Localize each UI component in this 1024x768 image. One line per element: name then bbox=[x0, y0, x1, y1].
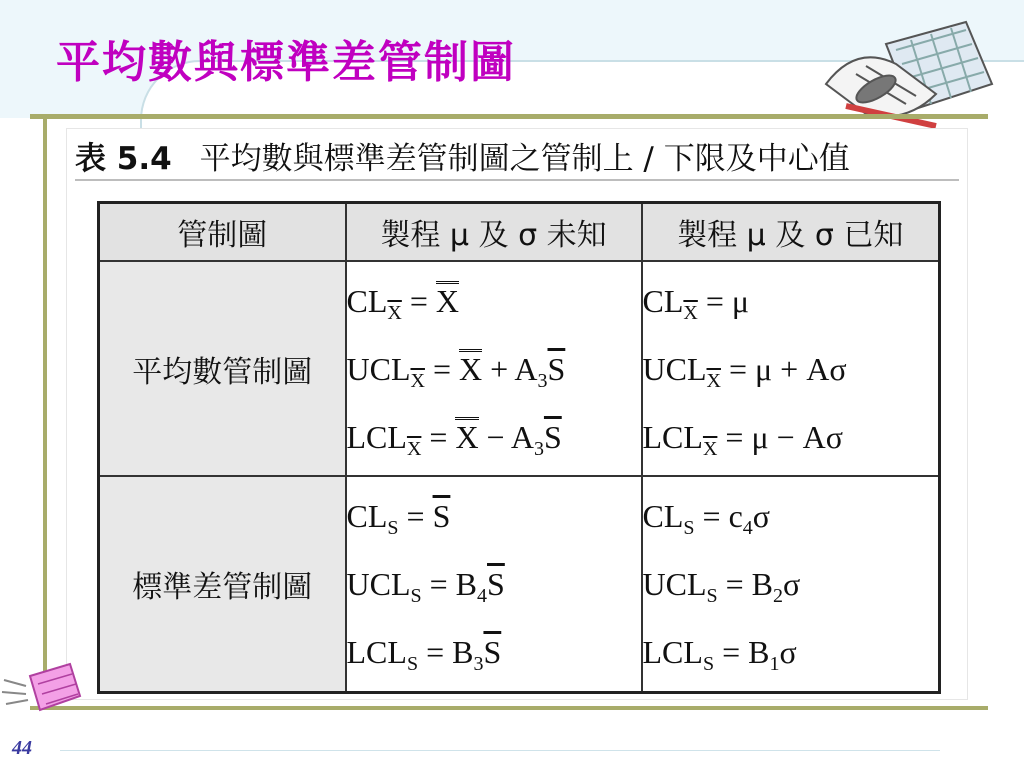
footer-rule bbox=[30, 706, 988, 710]
left-rule bbox=[43, 118, 47, 708]
table-row-sd bbox=[99, 476, 940, 692]
cell-mean-known bbox=[642, 261, 940, 476]
formula-lcl-s-known: $LCL_S = B_1\sigma$ bbox=[642, 634, 797, 676]
page-number: 44 bbox=[12, 737, 32, 759]
control-limit-table bbox=[97, 201, 941, 694]
cell-mean-unknown bbox=[346, 261, 642, 476]
row-label-mean: 平均數管制圖 bbox=[99, 261, 346, 476]
header-rule bbox=[30, 114, 988, 119]
formula-cl-xbar-unknown: $CL_{\overline{X}} = X$ bbox=[346, 282, 459, 324]
formula-cl-xbar-known: $CL_{\overline{X}} = \mu$ bbox=[642, 282, 750, 324]
formula-ucl-xbar-known: $UCL_{\overline{X}} = \mu + A\sigma$ bbox=[642, 350, 847, 392]
col-header-unknown: 製程 μ 及 σ 未知 bbox=[346, 203, 642, 262]
formula-ucl-s-known: $UCL_S = B_2\sigma$ bbox=[642, 566, 801, 608]
calendar-clipart-icon bbox=[816, 14, 1006, 130]
formula-lcl-xbar-known: $LCL_{\overline{X}} = \mu - A\sigma$ bbox=[642, 418, 843, 460]
caption-text: 平均數與標準差管制圖之管制上 / 下限及中心值 bbox=[199, 141, 850, 177]
table-header-row bbox=[99, 203, 940, 262]
formula-lcl-xbar-unknown: $LCL_{\overline{X}} = X - A_3\overline{S}$ bbox=[346, 418, 562, 460]
formula-lcl-s-unknown: $LCL_S = B_3\overline{S}$ bbox=[346, 634, 502, 676]
table-row-mean bbox=[99, 261, 940, 476]
pink-film-clipart-icon bbox=[0, 656, 84, 722]
row-label-sd: 標準差管制圖 bbox=[99, 476, 346, 692]
footer-line bbox=[60, 750, 940, 751]
slide-title: 平均數與標準差管制圖 bbox=[56, 37, 516, 88]
cell-sd-unknown bbox=[346, 476, 642, 692]
cell-sd-known bbox=[642, 476, 940, 692]
formula-cl-s-unknown: $CL_S = \overline{S}$ bbox=[346, 498, 451, 540]
formula-cl-s-known: $CL_S = c_4\sigma$ bbox=[642, 498, 771, 540]
col-header-known: 製程 μ 及 σ 已知 bbox=[642, 203, 940, 262]
formula-ucl-xbar-unknown: $UCL_{\overline{X}} = X + A_3\overline{S}$ bbox=[346, 350, 566, 392]
col-header-chart: 管制圖 bbox=[99, 203, 346, 262]
table-caption bbox=[75, 139, 959, 181]
formula-ucl-s-unknown: $UCL_S = B_4\overline{S}$ bbox=[346, 566, 505, 608]
caption-label: 表 5.4 bbox=[75, 141, 172, 177]
table-figure bbox=[66, 128, 968, 700]
